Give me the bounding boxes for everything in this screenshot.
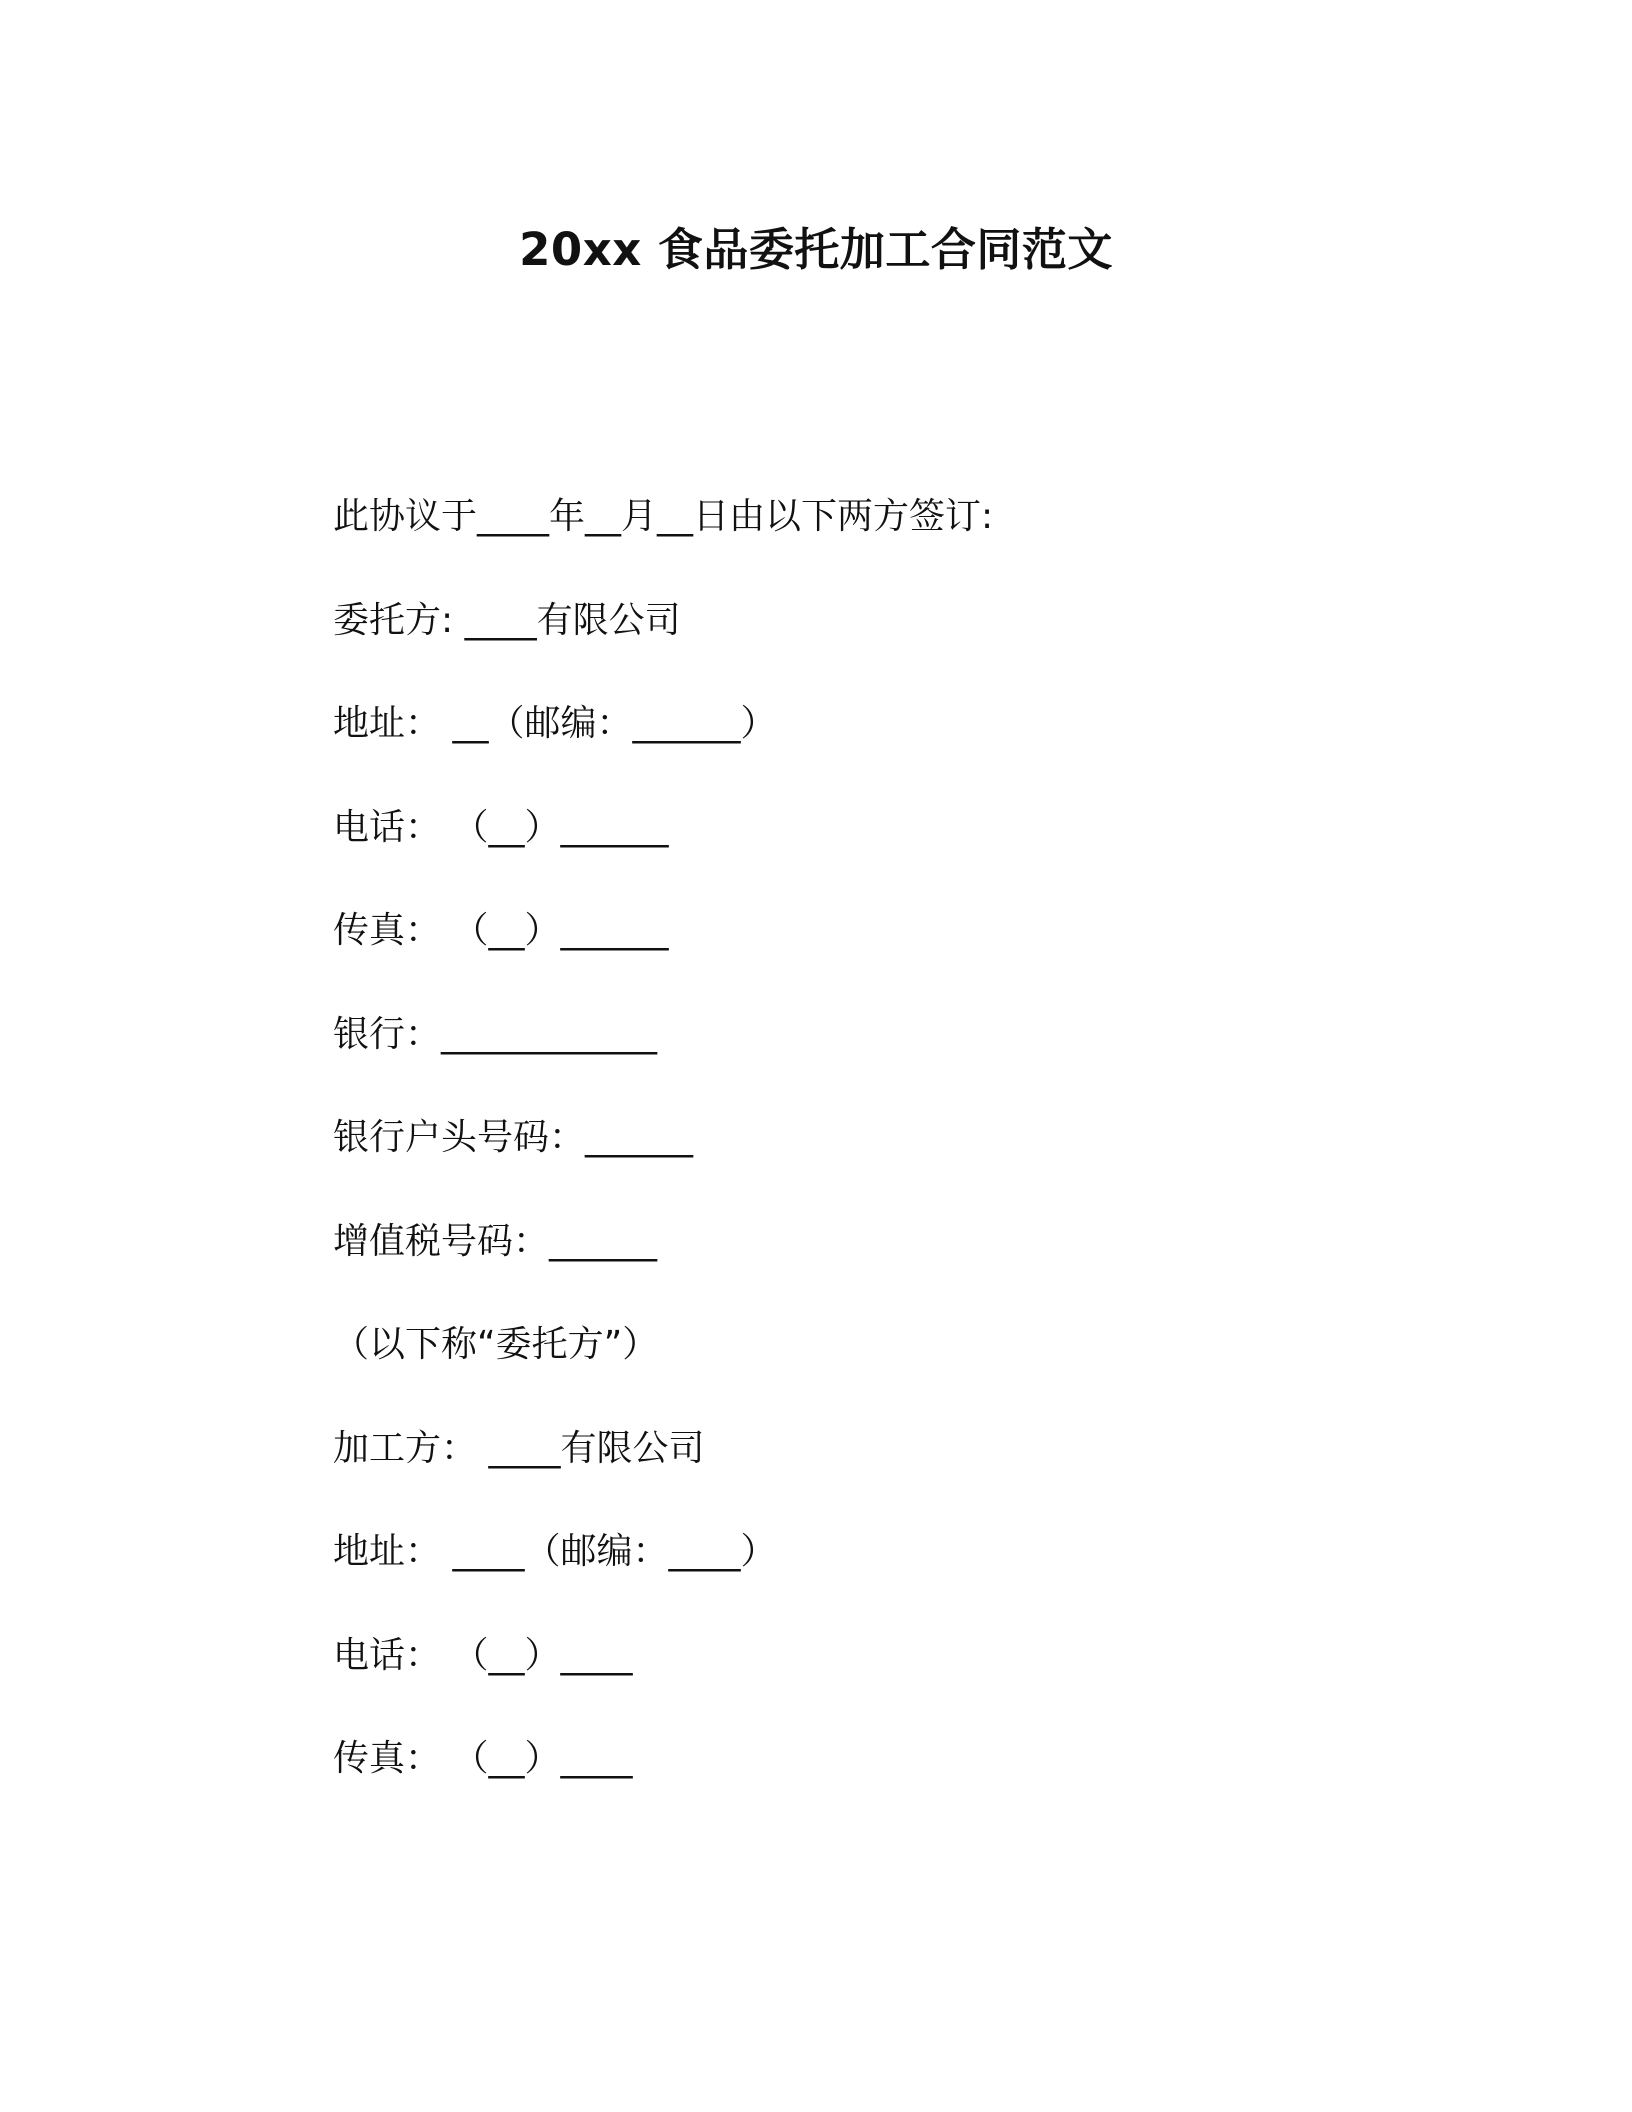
contract-parties-section <box>333 494 1433 1840</box>
agreement-date-line: 此协议于____年__月__日由以下两方签订: <box>333 496 994 537</box>
processor-company-line: 加工方： ____有限公司 <box>333 1427 705 1469</box>
document-title: 20xx 食品委托加工合同范文 <box>519 223 1113 276</box>
processor-fax-line: 传真： （__）____ <box>333 1738 633 1779</box>
client-bank-line: 银行：____________ <box>333 1013 658 1055</box>
client-address-line: 地址： __（邮编：______） <box>333 703 777 744</box>
client-phone-line: 电话： （__）______ <box>333 806 669 848</box>
processor-address-line: 地址： ____（邮编：____） <box>333 1531 777 1572</box>
client-company-line: 委托方: ____有限公司 <box>333 599 681 641</box>
client-fax-line: 传真： （__）______ <box>333 910 669 951</box>
client-vat-number-line: 增值税号码：______ <box>333 1220 658 1262</box>
client-designation-line: （以下称“委托方”） <box>333 1324 659 1365</box>
processor-phone-line: 电话： （__）____ <box>333 1634 633 1676</box>
client-bank-account-line: 银行户头号码：______ <box>333 1117 694 1158</box>
